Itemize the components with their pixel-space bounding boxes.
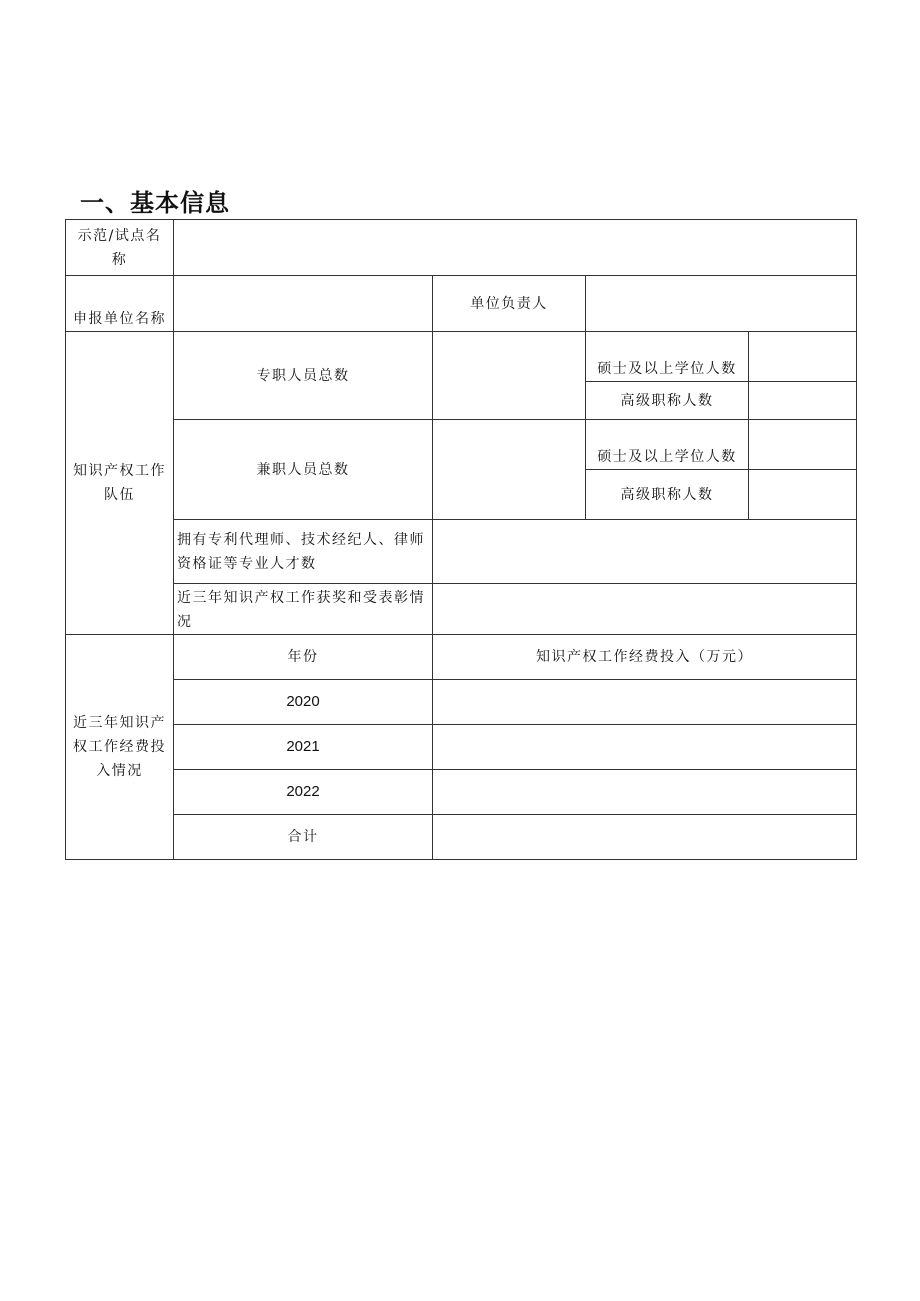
row-parttime-master bbox=[66, 420, 857, 470]
year-cell: 2021 bbox=[174, 725, 433, 770]
total-label: 合计 bbox=[174, 815, 433, 860]
funding-header: 知识产权工作经费投入（万元） bbox=[433, 635, 857, 680]
fulltime-total-value[interactable] bbox=[433, 332, 586, 420]
awards-label: 近三年知识产权工作获奖和受表彰情况 bbox=[174, 584, 433, 635]
parttime-total-label: 兼职人员总数 bbox=[174, 420, 433, 520]
row-year-2020 bbox=[66, 680, 857, 725]
row-fulltime-master bbox=[66, 332, 857, 382]
fulltime-total-label: 专职人员总数 bbox=[174, 332, 433, 420]
funding-group-label: 近三年知识产权工作经费投入情况 bbox=[66, 635, 174, 860]
parttime-master-label: 硕士及以上学位人数 bbox=[586, 420, 749, 470]
year-cell: 2020 bbox=[174, 680, 433, 725]
fulltime-senior-label: 高级职称人数 bbox=[586, 382, 749, 420]
row-applicant-unit bbox=[66, 276, 857, 332]
year-header: 年份 bbox=[174, 635, 433, 680]
ip-team-label: 知识产权工作队伍 bbox=[66, 332, 174, 635]
row-year-2022 bbox=[66, 770, 857, 815]
pilot-name-label: 示范/试点名称 bbox=[66, 220, 174, 276]
funding-value-2020[interactable] bbox=[433, 680, 857, 725]
certified-staff-value[interactable] bbox=[433, 520, 857, 584]
funding-value-2022[interactable] bbox=[433, 770, 857, 815]
row-total bbox=[66, 815, 857, 860]
section-title: 一、基本信息 bbox=[80, 189, 230, 217]
row-year-2021 bbox=[66, 725, 857, 770]
row-awards bbox=[66, 584, 857, 635]
pilot-name-value[interactable] bbox=[174, 220, 857, 276]
fulltime-senior-value[interactable] bbox=[749, 382, 857, 420]
parttime-total-value[interactable] bbox=[433, 420, 586, 520]
fulltime-master-value[interactable] bbox=[749, 332, 857, 382]
awards-value[interactable] bbox=[433, 584, 857, 635]
row-funding-header bbox=[66, 635, 857, 680]
year-cell: 2022 bbox=[174, 770, 433, 815]
row-pilot-name bbox=[66, 220, 857, 276]
basic-info-table bbox=[65, 219, 857, 860]
applicant-unit-value[interactable] bbox=[174, 276, 433, 332]
total-value[interactable] bbox=[433, 815, 857, 860]
applicant-unit-label: 申报单位名称 bbox=[66, 276, 174, 332]
parttime-master-value[interactable] bbox=[749, 420, 857, 470]
row-certified-staff bbox=[66, 520, 857, 584]
fulltime-master-label: 硕士及以上学位人数 bbox=[586, 332, 749, 382]
certified-staff-label: 拥有专利代理师、技术经纪人、律师资格证等专业人才数 bbox=[174, 520, 433, 584]
parttime-senior-label: 高级职称人数 bbox=[586, 470, 749, 520]
parttime-senior-value[interactable] bbox=[749, 470, 857, 520]
funding-value-2021[interactable] bbox=[433, 725, 857, 770]
unit-head-label: 单位负责人 bbox=[433, 276, 586, 332]
unit-head-value[interactable] bbox=[586, 276, 857, 332]
